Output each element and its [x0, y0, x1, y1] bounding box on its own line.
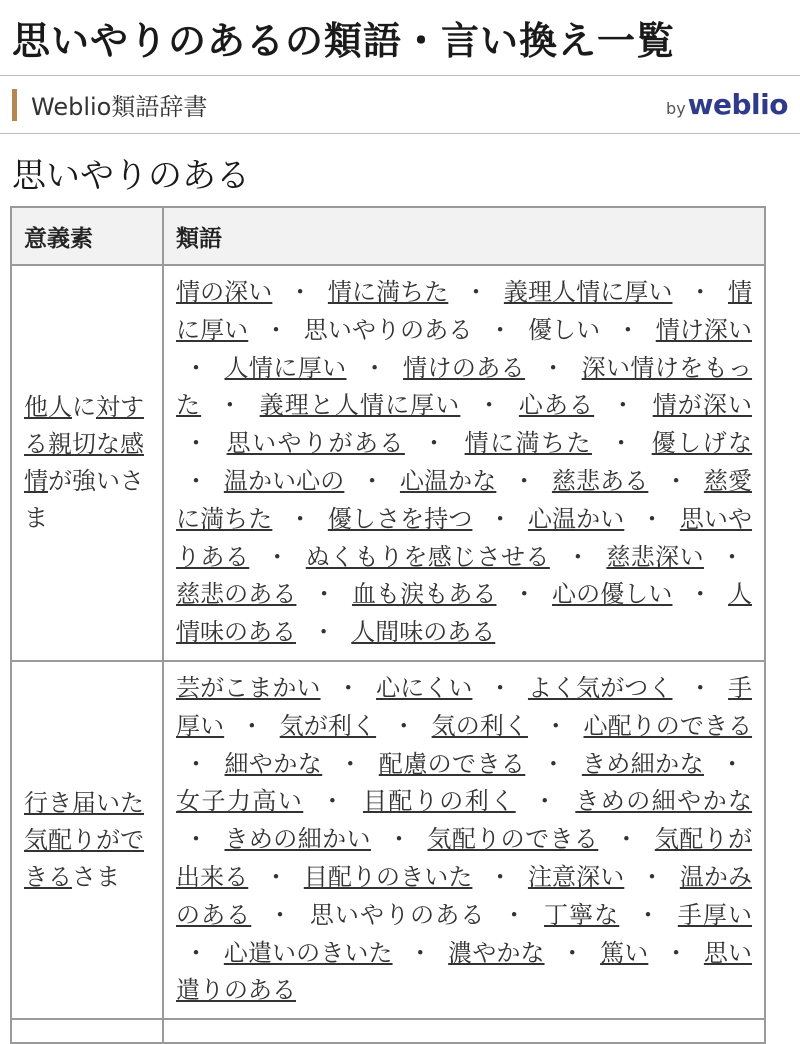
source-label: [12, 87, 207, 122]
synonym-link[interactable]: 優しげな: [651, 429, 753, 458]
synonym-link[interactable]: 手厚い: [176, 673, 753, 740]
separator-dot: ・: [184, 938, 209, 967]
synonym-link[interactable]: 思いやりある: [176, 504, 753, 571]
synonym-link[interactable]: 血も涙もある: [351, 580, 497, 609]
synonym-link[interactable]: 目配りのきいた: [303, 862, 473, 891]
synonym-link[interactable]: きめの細かい: [224, 825, 371, 854]
synonym-link[interactable]: 心温かい: [527, 504, 625, 533]
separator-dot: ・: [664, 466, 689, 495]
synonym-link[interactable]: 心配りのできる: [583, 711, 753, 740]
separator-dot: ・: [609, 429, 635, 458]
separator-dot: ・: [565, 542, 591, 571]
separator-dot: ・: [422, 429, 448, 458]
sense-term-link[interactable]: 気配り: [24, 825, 96, 854]
separator-dot: ・: [184, 466, 209, 495]
synonym-link[interactable]: 注意深い: [527, 862, 625, 891]
sense-term-link[interactable]: 親切: [48, 429, 96, 458]
synonym-link[interactable]: 思いやりがある: [226, 429, 405, 458]
page-header: [0, 0, 800, 76]
separator-dot: ・: [664, 938, 689, 967]
synonym-link[interactable]: 情に満ちた: [464, 429, 592, 458]
synonym-link[interactable]: 気配りが出来る: [176, 825, 753, 891]
sense-term-link[interactable]: 他人: [24, 392, 72, 421]
separator-dot: ・: [512, 466, 537, 495]
table-row: [11, 661, 765, 1019]
separator-dot: ・: [688, 673, 713, 702]
separator-dot: ・: [502, 900, 528, 929]
synonym-link[interactable]: 温かみのある: [176, 862, 753, 929]
synonym-link[interactable]: 細やかな: [224, 749, 323, 778]
separator-dot: ・: [640, 504, 665, 533]
separator-dot: ・: [635, 900, 662, 929]
separator-dot: ・: [408, 938, 433, 967]
separator-dot: ・: [610, 391, 636, 420]
sense-cell: [11, 265, 163, 661]
separator-dot: ・: [288, 504, 313, 533]
sense-cell: [11, 1019, 163, 1043]
synonym-link[interactable]: 丁寧な: [543, 900, 620, 929]
separator-dot: ・: [312, 580, 337, 609]
synonym-link[interactable]: よく気がつく: [527, 673, 673, 702]
synonym-link[interactable]: 配慮のできる: [378, 749, 526, 778]
synonym-link[interactable]: 情が深い: [652, 391, 752, 420]
separator-dot: ・: [488, 315, 513, 344]
synonym-link[interactable]: 濃やかな: [448, 938, 545, 967]
separator-dot: ・: [362, 353, 387, 382]
synonym-link[interactable]: きめの細やかな: [575, 787, 753, 816]
separator-dot: ・: [541, 749, 566, 778]
sense-term-link[interactable]: 行き届いた: [24, 788, 144, 817]
separator-dot: ・: [386, 825, 412, 854]
table-header-row: [11, 207, 765, 265]
separator-dot: ・: [477, 391, 503, 420]
separator-dot: ・: [184, 429, 210, 458]
separator-dot: ・: [336, 673, 361, 702]
synonym-link[interactable]: 気が利く: [279, 711, 377, 740]
synonym-link[interactable]: 心にくい: [376, 673, 473, 702]
synonym-link[interactable]: 深い情けをもった: [176, 353, 753, 420]
separator-dot: ・: [615, 315, 641, 344]
brand-logo-text: weblio: [687, 88, 788, 121]
synonym-link[interactable]: 手厚い: [677, 900, 752, 929]
separator-dot: ・: [265, 542, 290, 571]
synonym-link[interactable]: 情けのある: [403, 353, 526, 382]
weblio-logo[interactable]: [666, 88, 788, 121]
synonym-link[interactable]: 心遣いのきいた: [223, 938, 393, 967]
synonym-link[interactable]: きめ細かな: [581, 749, 704, 778]
separator-dot: ・: [184, 825, 209, 854]
separator-dot: ・: [541, 353, 566, 382]
synonym-link[interactable]: 心ある: [518, 391, 595, 420]
synonym-link[interactable]: ぬくもりを感じさせる: [305, 542, 550, 571]
separator-dot: ・: [532, 787, 559, 816]
synonym-link[interactable]: 優しさを持つ: [327, 504, 473, 533]
table-row: [11, 1019, 765, 1043]
separator-dot: ・: [239, 711, 264, 740]
separator-dot: ・: [263, 315, 289, 344]
synonym-table: [10, 206, 766, 1044]
synonym-text: 優しい: [527, 315, 601, 344]
source-bar: [0, 76, 800, 134]
synonym-link[interactable]: 人間味のある: [351, 618, 496, 647]
separator-dot: ・: [268, 900, 294, 929]
synonym-link[interactable]: 心の優しい: [552, 580, 673, 609]
separator-dot: ・: [320, 787, 346, 816]
synonym-link[interactable]: 気の利く: [431, 711, 528, 740]
synonym-text: 思いやりのある: [309, 900, 486, 929]
synonym-link[interactable]: 人情味のある: [176, 580, 752, 647]
header-sense: 意義素: [11, 207, 163, 265]
separator-dot: ・: [512, 580, 537, 609]
separator-dot: ・: [488, 673, 513, 702]
separator-dot: ・: [640, 862, 665, 891]
synonym-link[interactable]: 情け深い: [655, 315, 752, 344]
separator-dot: ・: [720, 749, 745, 778]
sense-cell: [11, 661, 163, 1019]
synonym-link[interactable]: 人情に厚い: [224, 353, 347, 382]
table-row: [11, 265, 765, 661]
separator-dot: ・: [263, 862, 289, 891]
entry-heading: 思いやりのある: [12, 156, 250, 196]
synonym-link[interactable]: 気配りのできる: [427, 825, 599, 854]
synonym-link[interactable]: 慈悲ある: [551, 466, 649, 495]
separator-dot: ・: [311, 618, 336, 647]
sense-term-link[interactable]: 感情: [24, 429, 144, 495]
synonym-cell: [163, 1019, 765, 1043]
sense-text: 強いさま: [24, 466, 144, 532]
synonym-cell: [163, 661, 765, 1019]
sense-term-link[interactable]: な: [96, 429, 120, 458]
separator-dot: ・: [688, 580, 713, 609]
source-accent-bar: [12, 89, 17, 121]
separator-dot: ・: [184, 749, 209, 778]
synonym-link[interactable]: 目配りの利く: [362, 787, 516, 816]
sense-text: に: [72, 392, 96, 421]
sense-text: さま: [72, 862, 120, 891]
separator-dot: ・: [360, 466, 385, 495]
separator-dot: ・: [464, 278, 489, 306]
separator-dot: ・: [560, 938, 585, 967]
separator-dot: ・: [217, 391, 243, 420]
synonym-link[interactable]: 女子力高い: [176, 787, 304, 816]
synonym-link[interactable]: 慈悲深い: [606, 542, 704, 571]
separator-dot: ・: [338, 749, 363, 778]
source-name[interactable]: Weblio類語辞書: [31, 93, 208, 121]
synonym-cell: [163, 265, 765, 661]
synonym-link[interactable]: 情に満ちた: [327, 278, 449, 306]
table-body: [11, 265, 765, 1043]
separator-dot: ・: [688, 278, 713, 306]
synonym-link[interactable]: 温かい心の: [223, 466, 345, 495]
synonym-link[interactable]: 篤い: [600, 938, 649, 967]
synonym-link[interactable]: 慈悲のある: [176, 580, 297, 609]
separator-dot: ・: [288, 278, 313, 306]
header-synonyms: 類語: [163, 207, 765, 265]
sense-text: が: [48, 466, 72, 495]
brand-by: by: [666, 99, 686, 118]
separator-dot: ・: [391, 711, 416, 740]
synonym-link[interactable]: 義理と人情に厚い: [259, 391, 461, 420]
synonym-link[interactable]: 芸がこまかい: [176, 673, 321, 702]
synonym-link[interactable]: 心温かな: [399, 466, 497, 495]
synonym-link[interactable]: 情の深い: [176, 278, 273, 306]
page-title: 思いやりのあるの類語・言い換え一覧: [12, 19, 676, 63]
separator-dot: ・: [184, 353, 209, 382]
separator-dot: ・: [488, 862, 513, 891]
synonym-link[interactable]: 義理人情に厚い: [503, 278, 673, 306]
sense-term-link[interactable]: ができる: [24, 825, 144, 891]
synonym-link[interactable]: 情に厚い: [176, 278, 752, 344]
synonym-link[interactable]: 思い遣りのある: [176, 938, 753, 1005]
synonym-link[interactable]: 慈愛に満ちた: [176, 466, 753, 533]
separator-dot: ・: [488, 504, 513, 533]
separator-dot: ・: [720, 542, 745, 571]
separator-dot: ・: [614, 825, 639, 854]
separator-dot: ・: [543, 711, 568, 740]
synonym-text: 思いやりのある: [303, 315, 473, 344]
sense-term-link[interactable]: 対する: [24, 392, 144, 458]
